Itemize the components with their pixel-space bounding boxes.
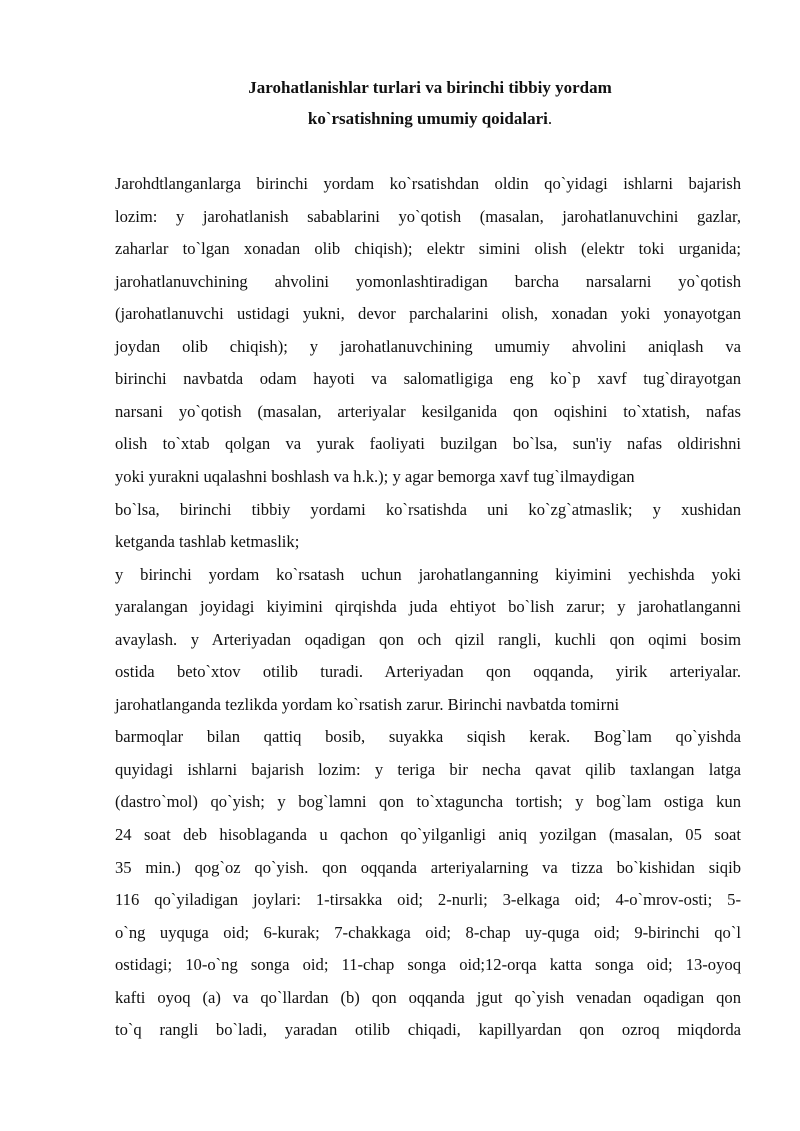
body-line: zaharlar to`lgan xonadan olib chiqish); elektr simini olish (elektr toki urganida; <box>115 239 741 259</box>
body-line: ostida beto`xtov otilib turadi. Arteriyadan qon oqqanda, yirik arteriyalar. <box>115 662 741 682</box>
document-title-line-1: Jarohatlanishlar turlari va birinchi tibbiy yordam <box>248 78 612 97</box>
body-line: o`ng uyquga oid; 6-kurak; 7-chakkaga oid; 8-chap uy-quga oid; 9-birinchi qo`l <box>115 922 741 942</box>
body-line: bo`lsa, birinchi tibbiy yordami ko`rsatishda uni ko`zg`atmaslik; y xushidan <box>115 499 741 519</box>
body-line: 35 min.) qog`oz qo`yish. qon oqqanda arteriyalarning va tizza bo`kishidan siqib <box>115 857 741 877</box>
body-line: 116 qo`yiladigan joylari: 1-tirsakka oid; 2-nurli; 3-elkaga oid; 4-o`mrov-osti; 5- <box>115 890 741 910</box>
body-line: ketganda tashlab ketmaslik; <box>115 532 300 552</box>
body-line: jarohatlanganda tezlikda yordam ko`rsatish zarur. Birinchi navbatda tomirni <box>115 694 620 714</box>
body-line: kafti oyoq (a) va qo`llardan (b) qon oqqanda jgut qo`yish venadan oqadigan qon <box>115 987 741 1007</box>
body-line: (dastro`mol) qo`yish; y bog`lamni qon to`xtaguncha tortish; y bog`lam ostiga kun <box>115 792 741 812</box>
body-line: olish to`xtab qolgan va yurak faoliyati buzilgan bo`lsa, sun'iy nafas oldirishni <box>115 434 741 454</box>
document-title-line-2 <box>0 107 800 131</box>
body-line: yaralangan joyidagi kiyimini qirqishda juda ehtiyot bo`lish zarur; y jarohatlanganni <box>115 597 741 617</box>
body-line: birinchi navbatda odam hayoti va salomatligiga eng ko`p xavf tug`dirayotgan <box>115 369 741 389</box>
body-line: avaylash. y Arteriyadan oqadigan qon och qizil rangli, kuchli qon oqimi bosim <box>115 629 741 649</box>
body-line: yoki yurakni uqalashni boshlash va h.k.); y agar bemorga xavf tug`ilmaydigan <box>115 466 635 486</box>
body-line: 24 soat deb hisoblaganda u qachon qo`yilganligi aniq yozilgan (masalan, 05 soat <box>115 825 741 844</box>
body-line: joydan olib chiqish); y jarohatlanuvchining umumiy ahvolini aniqlash va <box>115 336 741 356</box>
body-line: ostidagi; 10-o`ng songa oid; 11-chap songa oid;12-orqa katta songa oid; 13-oyoq <box>115 955 741 975</box>
body-line: narsani yo`qotish (masalan, arteriyalar kesilganida qon oqishini to`xtatish, nafas <box>115 401 741 421</box>
body-line: to`q rangli bo`ladi, yaradan otilib chiqadi, kapillyardan qon ozroq miqdorda <box>115 1020 741 1040</box>
body-line: y birinchi yordam ko`rsatash uchun jarohatlanganning kiyimini yechishda yoki <box>115 564 741 584</box>
title-line-2-period: . <box>547 109 553 128</box>
body-line: lozim: y jarohatlanish sabablarini yo`qotish (masalan, jarohatlanuvchini gazlar, <box>115 206 741 226</box>
body-line: (jarohatlanuvchi ustidagi yukni, devor parchalarini olish, xonadan yoki yonayotgan <box>115 304 741 324</box>
body-line: quyidagi ishlarni bajarish lozim: y teriga bir necha qavat qilib taxlangan latga <box>115 759 741 779</box>
title-line-2-text: ko`rsatishning umumiy qoidalari <box>307 109 548 128</box>
body-line: barmoqlar bilan qattiq bosib, suyakka siqish kerak. Bog`lam qo`yishda <box>115 727 741 747</box>
body-line: jarohatlanuvchining ahvolini yomonlashtiradigan barcha narsalarni yo`qotish <box>115 271 741 291</box>
body-line: Jarohdtlanganlarga birinchi yordam ko`rsatishdan oldin qo`yidagi ishlarni bajarish <box>115 174 741 193</box>
